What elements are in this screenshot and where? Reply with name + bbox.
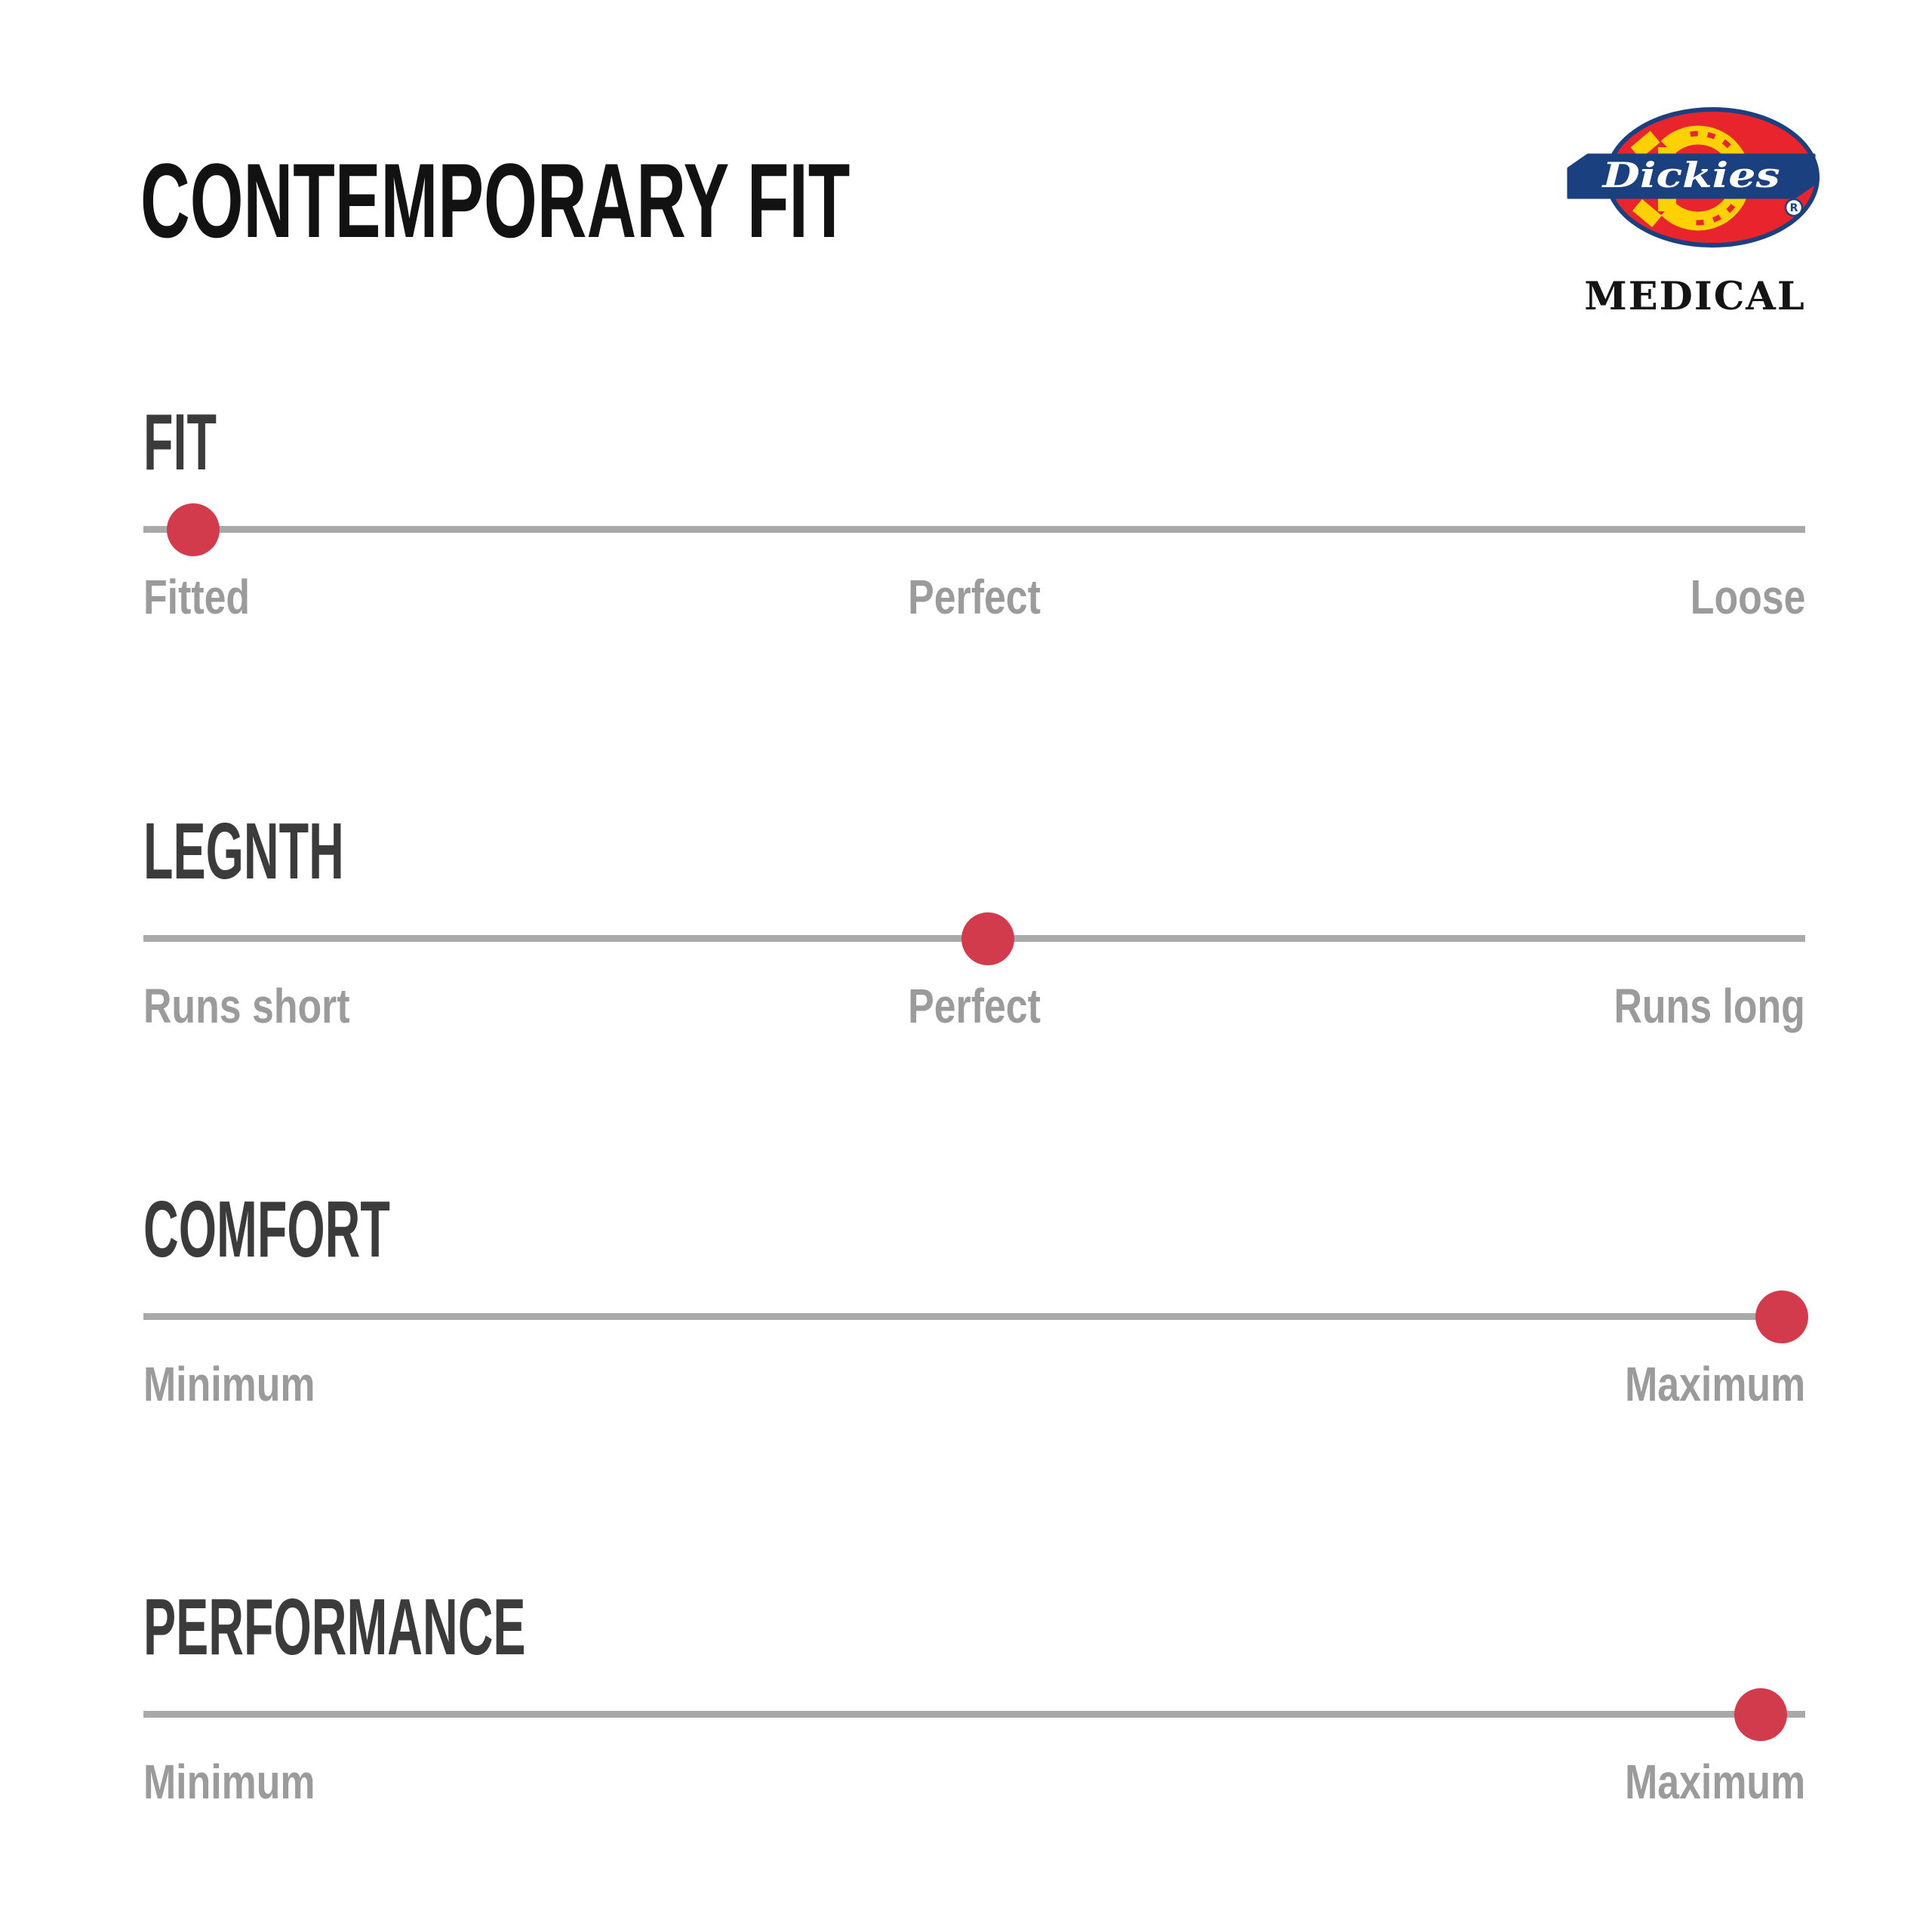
scale-section-comfort: [143, 1185, 1805, 1423]
scale-section-length: [143, 807, 1805, 1045]
dickies-logo-mark: [1565, 95, 1825, 257]
slider-track: [143, 935, 1805, 942]
scale-label-right: Runs long: [1614, 979, 1805, 1033]
page-title-text: CONTEMPORARY FIT: [140, 141, 851, 260]
scale-heading: COMFORT: [143, 1185, 390, 1274]
scale-labels: [143, 1357, 1805, 1420]
logo-medical-label: MEDICAL: [1584, 274, 1806, 319]
slider-dot: [1755, 1291, 1808, 1343]
scale-labels: [143, 979, 1805, 1042]
scale-labels: [143, 570, 1805, 633]
page-title: [140, 141, 1232, 260]
scale-label-center: Perfect: [908, 570, 1041, 624]
scale-label-left: Minimum: [143, 1357, 315, 1411]
scale-section-fit: [143, 398, 1805, 636]
slider-dot: [1734, 1688, 1787, 1741]
scale-labels: [143, 1755, 1805, 1818]
slider-dot: [167, 503, 220, 556]
scale-heading: PERFORMANCE: [143, 1583, 526, 1672]
slider-track: [143, 526, 1805, 533]
scale-heading: FIT: [143, 398, 217, 487]
logo-wordmark: Dickies: [1601, 155, 1780, 195]
scale-label-right: Loose: [1690, 570, 1805, 624]
scale-label-right: Maximum: [1624, 1357, 1805, 1411]
slider-track: [143, 1313, 1805, 1320]
registered-trademark-icon: [1786, 199, 1802, 216]
scale-label-center: Perfect: [908, 979, 1041, 1033]
scale-label-left: Fitted: [143, 570, 251, 624]
scale-label-left: Runs short: [143, 979, 350, 1033]
scale-label-left: Minimum: [143, 1755, 315, 1809]
scale-section-performance: [143, 1583, 1805, 1821]
slider-track: [143, 1711, 1805, 1718]
dickies-medical-logo: [1565, 95, 1825, 319]
scale-label-right: Maximum: [1624, 1755, 1805, 1809]
scale-heading: LEGNTH: [143, 807, 344, 896]
svg-text:R: R: [1789, 202, 1798, 214]
slider-dot: [961, 912, 1014, 965]
